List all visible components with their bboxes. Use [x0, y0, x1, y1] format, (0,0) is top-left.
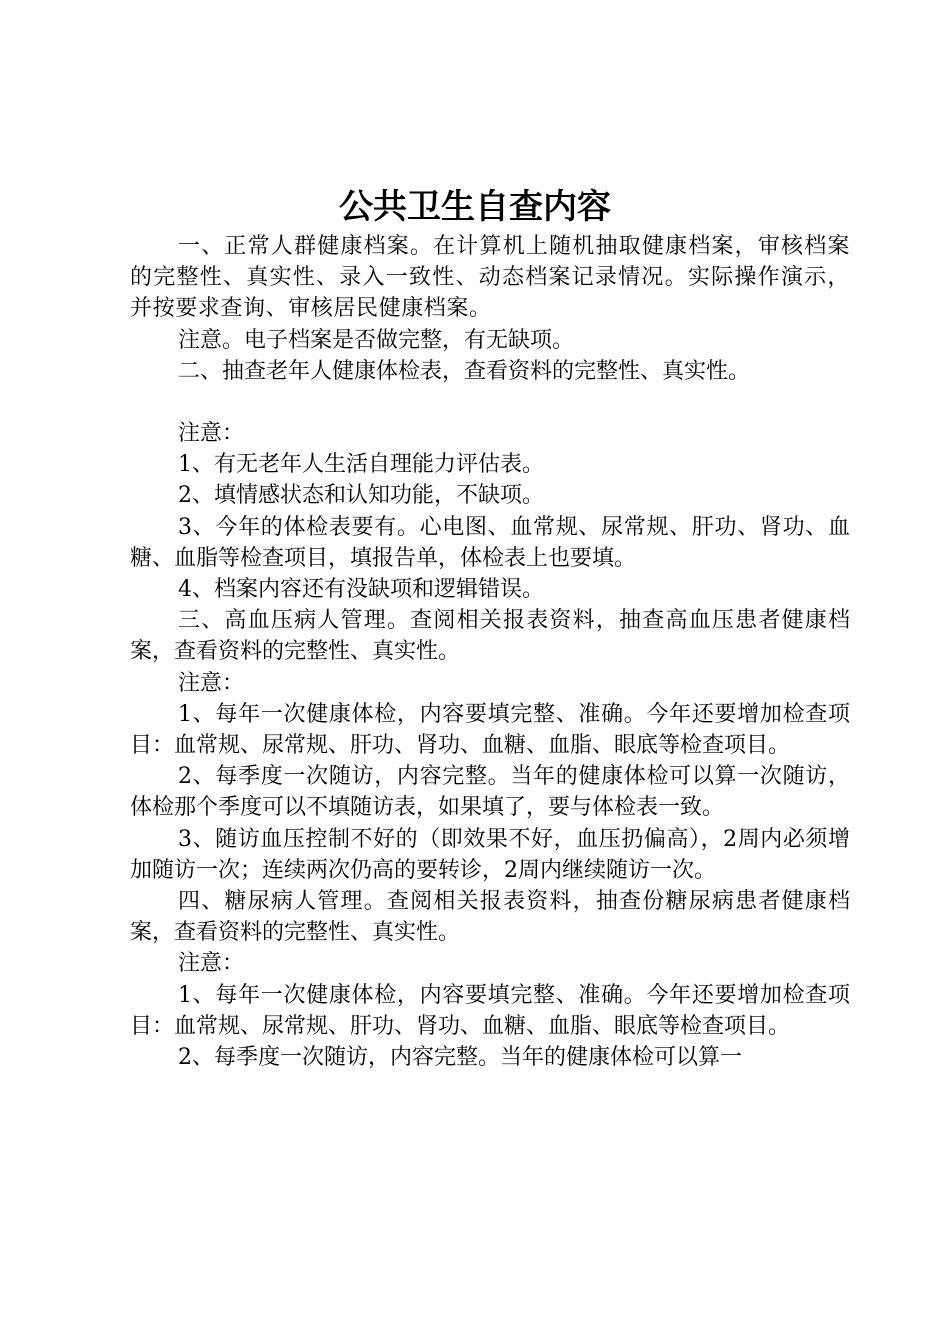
paragraph-item-3-2: 2、每季度一次随访，内容完整。当年的健康体检可以算一次随访，体检那个季度可以不填随访表，如果填了，要与体检表一致。: [130, 764, 850, 821]
paragraph-section-1: 一、正常人群健康档案。在计算机上随机抽取健康档案，审核档案的完整性、真实性、录入一致性、动态档案记录情况。实际操作演示，并按要求查询、审核居民健康档案。: [130, 234, 850, 322]
paragraph-item-2-1: 1、有无老年人生活自理能力评估表。: [178, 452, 544, 478]
paragraph-item-4-2: 2、每季度一次随访，内容完整。当年的健康体检可以算一: [178, 1045, 742, 1071]
blank-line: [130, 387, 850, 418]
paragraph-item-4-1: 1、每年一次健康体检，内容要填完整、准确。今年还要增加检查项目：血常规、尿常规、肝功、肾功、血糖、血脂、眼底等检查项目。: [130, 982, 850, 1039]
paragraph-section-4: 四、糖尿病人管理。查阅相关报表资料，抽查份糖尿病患者健康档案，查看资料的完整性、真实性。: [130, 889, 850, 946]
paragraph-note-1: 注意。电子档案是否做完整，有无缺项。: [178, 327, 575, 353]
paragraph-item-2-3: 3、今年的体检表要有。心电图、血常规、尿常规、肝功、肾功、血糖、血脂等检查项目，填报告单，体检表上也要填。: [130, 514, 850, 571]
paragraph-section-3: 三、高血压病人管理。查阅相关报表资料，抽查高血压患者健康档案，查看资料的完整性、真实性。: [130, 608, 850, 665]
paragraph-item-2-2: 2、填情感状态和认知功能，不缺项。: [178, 483, 544, 509]
paragraph-note-heading-4: 注意：: [178, 951, 245, 977]
paragraph-section-2: 二、抽查老年人健康体检表，查看资料的完整性、真实性。: [178, 358, 751, 384]
paragraph-item-3-3: 3、随访血压控制不好的（即效果不好，血压扔偏高），2周内必须增加随访一次；连续两次仍高的要转诊，2周内继续随访一次。: [130, 826, 850, 883]
paragraph-note-heading-2: 注意：: [178, 421, 245, 447]
paragraph-item-2-4: 4、档案内容还有没缺项和逻辑错误。: [178, 577, 544, 603]
paragraph-note-heading-3: 注意：: [178, 670, 245, 696]
paragraph-item-3-1: 1、每年一次健康体检，内容要填完整、准确。今年还要增加检查项目：血常规、尿常规、肝功、肾功、血糖、血脂、眼底等检查项目。: [130, 701, 850, 759]
document-body: [130, 231, 850, 1073]
document-title: 公共卫生自查内容: [339, 187, 611, 227]
